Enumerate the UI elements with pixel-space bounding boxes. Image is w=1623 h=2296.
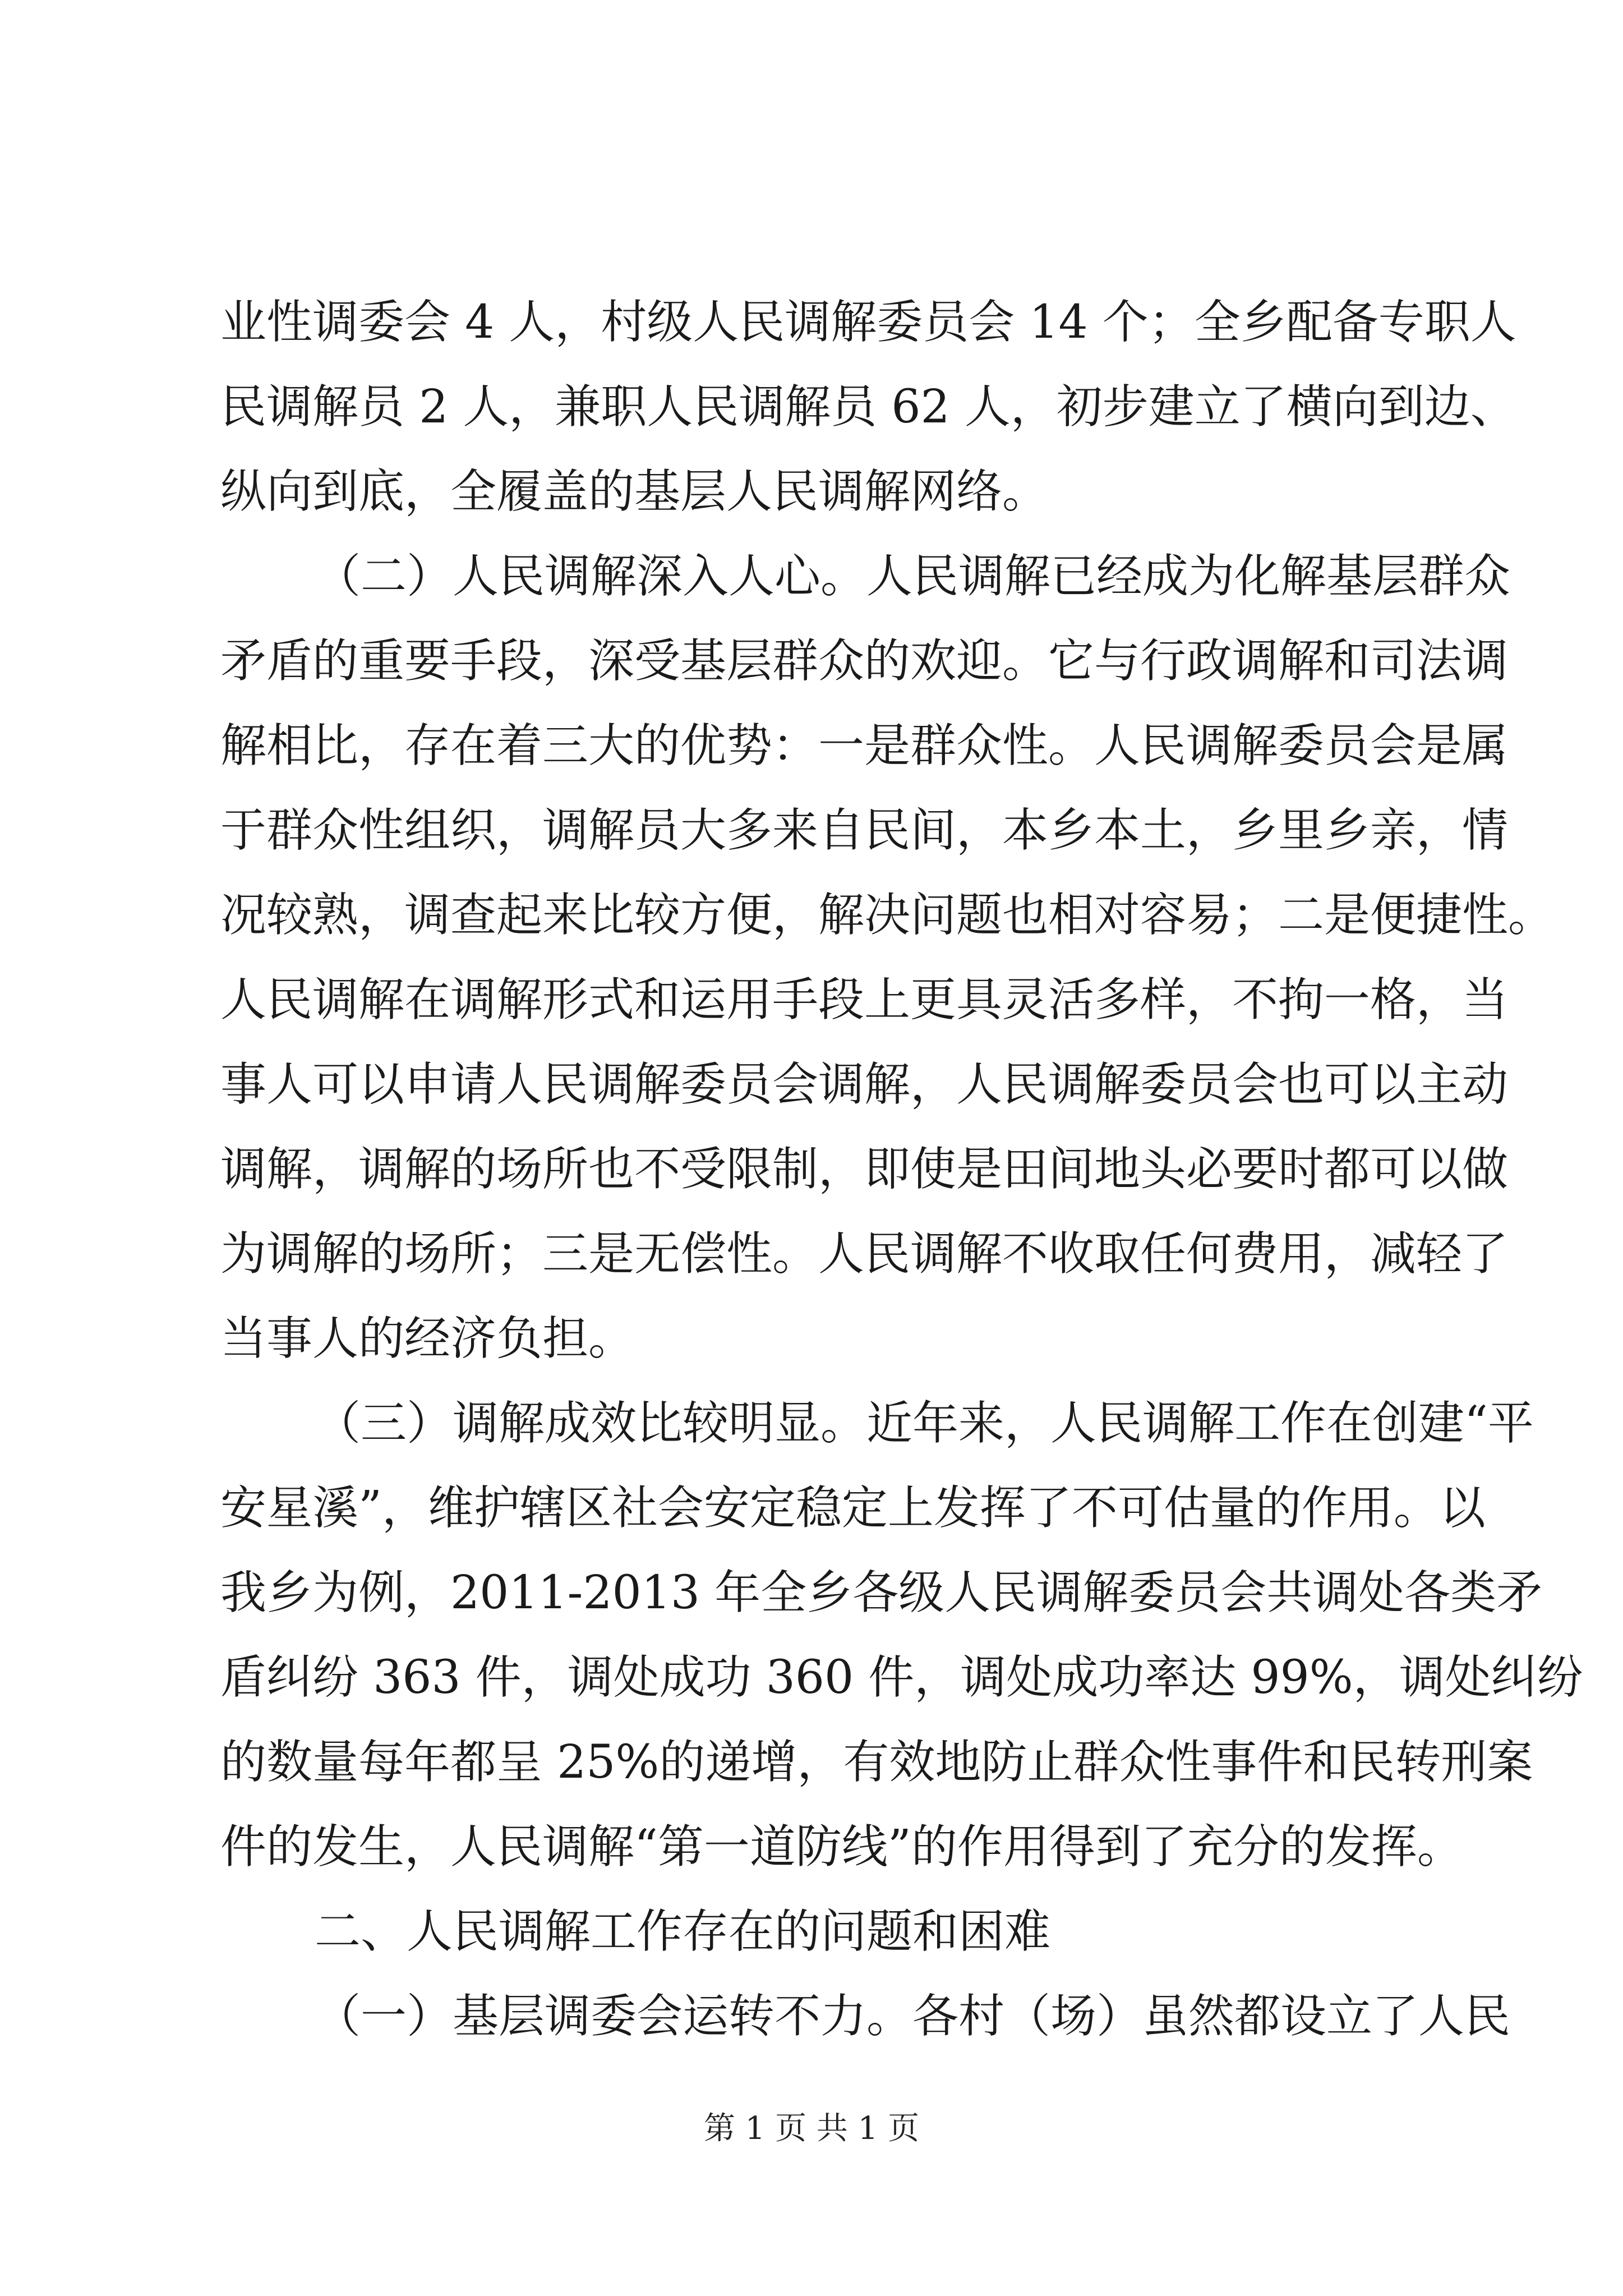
text-line: 解相比，存在着三大的优势：一是群众性。人民调解委员会是属 (220, 719, 1509, 772)
text-line: 纵向到底，全履盖的基层人民调解网络。 (220, 465, 1049, 518)
text-line: 的数量每年都呈 25%的递增，有效地防止群众性事件和民转刑案 (220, 1736, 1533, 1789)
text-line: 事人可以申请人民调解委员会调解，人民调解委员会也可以主动 (220, 1058, 1509, 1111)
text-line: 况较熟，调查起来比较方便，解决问题也相对容易；二是便捷性。 (220, 889, 1555, 942)
text-line: 为调解的场所；三是无偿性。人民调解不收取任何费用，减轻了 (220, 1227, 1509, 1281)
text-line: 于群众性组织，调解员大多来自民间，本乡本土，乡里乡亲，情 (220, 804, 1509, 857)
text-line: 调解，调解的场所也不受限制，即使是田间地头必要时都可以做 (220, 1143, 1509, 1196)
text-line: 人民调解在调解形式和运用手段上更具灵活多样，不拘一格，当 (220, 973, 1509, 1027)
text-line: 我乡为例，2011-2013 年全乡各级人民调解委员会共调处各类矛 (220, 1566, 1543, 1619)
text-line: 矛盾的重要手段，深受基层群众的欢迎。它与行政调解和司法调 (220, 634, 1509, 688)
text-line: 安星溪”，维护辖区社会安定稳定上发挥了不可估量的作用。以 (220, 1481, 1486, 1535)
page-footer: 第 1 页 共 1 页 (703, 2110, 920, 2147)
text-line: 民调解员 2 人，兼职人民调解员 62 人，初步建立了横向到边、 (220, 380, 1516, 434)
text-line: 当事人的经济负担。 (220, 1312, 635, 1365)
paragraph-start-line: （三）调解成效比较明显。近年来，人民调解工作在创建“平 (315, 1397, 1534, 1450)
paragraph-start-line: （二）人民调解深入人心。人民调解已经成为化解基层群众 (315, 550, 1511, 603)
text-line: 盾纠纷 363 件，调处成功 360 件，调处成功率达 99%，调处纠纷 (220, 1651, 1583, 1704)
paragraph-start-line: （一）基层调委会运转不力。各村（场）虽然都设立了人民 (315, 1990, 1511, 2043)
text-line: 件的发生，人民调解“第一道防线”的作用得到了充分的发挥。 (220, 1820, 1463, 1874)
text-line: 业性调委会 4 人，村级人民调解委员会 14 个；全乡配备专职人 (220, 296, 1516, 349)
section-heading: 二、人民调解工作存在的问题和困难 (315, 1905, 1051, 1958)
